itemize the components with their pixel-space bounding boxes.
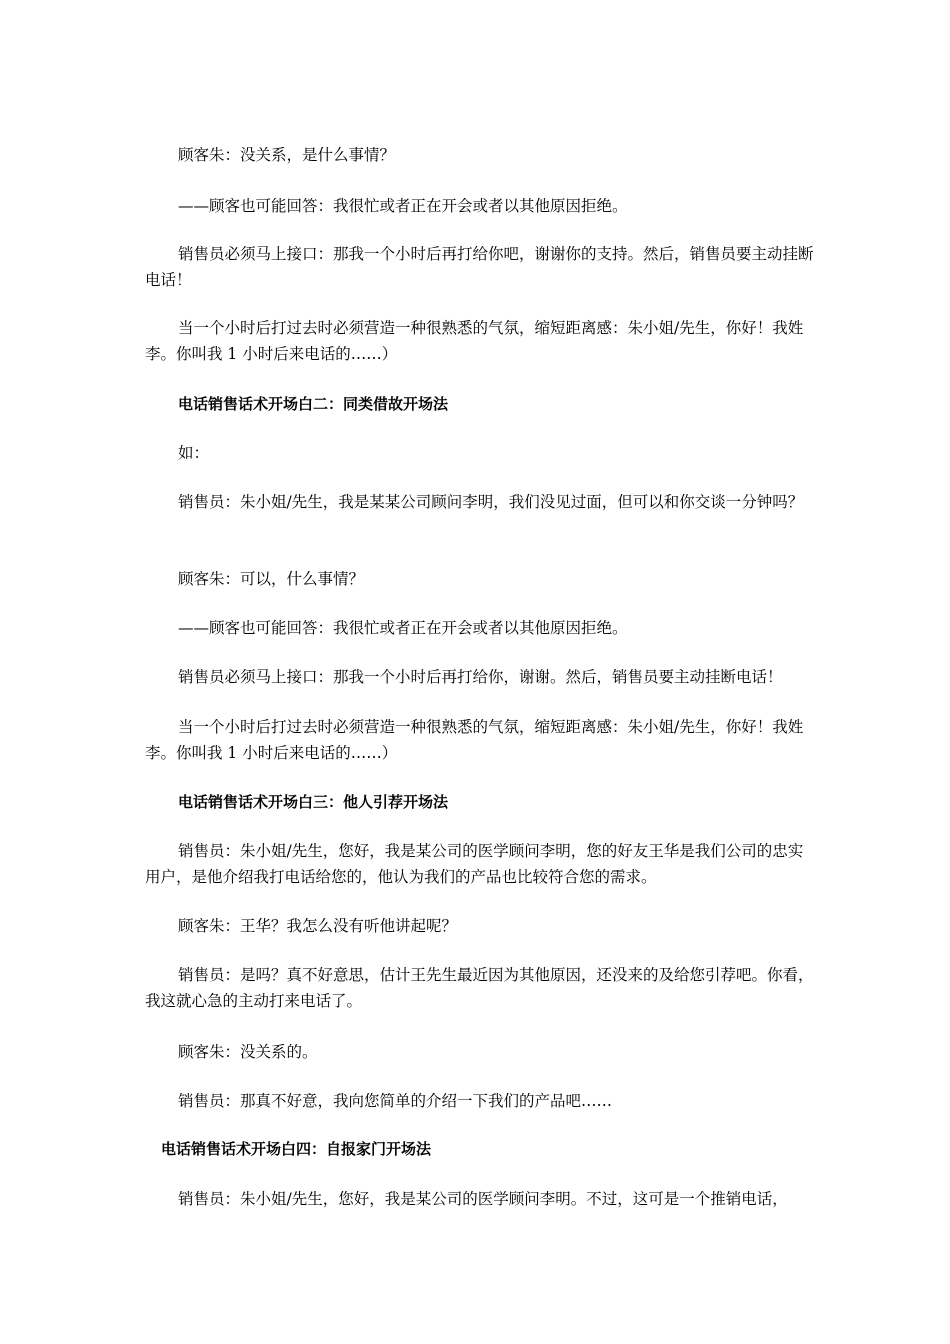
paragraph-customer-ok: 顾客朱：没关系的。 [178,1043,318,1061]
paragraph-sales-product-intro: 销售员：那真不好意，我向您简单的介绍一下我们的产品吧…… [178,1092,613,1110]
paragraph-example-label: 如： [178,444,210,462]
section-heading-2: 电话销售话术开场白二：同类借故开场法 [178,395,449,413]
section-heading-3: 电话销售话术开场白三：他人引荐开场法 [178,793,449,811]
paragraph-customer-reply-1: 顾客朱：没关系，是什么事情？ [178,146,396,164]
paragraph-customer-question: 顾客朱：王华？我怎么没有听他讲起呢？ [178,917,458,935]
paragraph-sales-callback-1: 销售员必须马上接口：那我一个小时后再打给你吧，谢谢你的支持。然后，销售员要主动挂断电话！ [145,245,814,289]
section-heading-4: 电话销售话术开场白四：自报家门开场法 [161,1140,432,1158]
paragraph-customer-reply-2: 顾客朱：可以，什么事情？ [178,570,365,588]
paragraph-familiar-atmosphere-1: 当一个小时后打过去时必须营造一种很熟悉的气氛，缩短距离感：朱小姐/先生，你好！我姓李。你叫我 1 小时后来电话的……） [145,319,804,363]
paragraph-customer-reject-2: ——顾客也可能回答：我很忙或者正在开会或者以其他原因拒绝。 [178,619,628,637]
paragraph-sales-self-intro: 销售员：朱小姐/先生，您好，我是某公司的医学顾问李明。不过，这可是一个推销电话， [178,1190,788,1208]
paragraph-sales-intro-2: 销售员：朱小姐/先生，我是某某公司顾问李明，我们没见过面，但可以和你交谈一分钟吗？ [178,493,804,511]
paragraph-customer-reject-1: ——顾客也可能回答：我很忙或者正在开会或者以其他原因拒绝。 [178,197,628,215]
paragraph-sales-referral: 销售员：朱小姐/先生，您好，我是某公司的医学顾问李明，您的好友王华是我们公司的忠实用户，是他介绍我打电话给您的，他认为我们的产品也比较符合您的需求。 [145,842,804,886]
paragraph-sales-callback-2: 销售员必须马上接口：那我一个小时后再打给你，谢谢。然后，销售员要主动挂断电话！ [178,668,783,686]
paragraph-sales-apology: 销售员：是吗？真不好意思，估计王先生最近因为其他原因，还没来的及给您引荐吧。你看，我这就心急的主动打来电话了。 [145,966,814,1010]
paragraph-familiar-atmosphere-2: 当一个小时后打过去时必须营造一种很熟悉的气氛，缩短距离感：朱小姐/先生，你好！我姓李。你叫我 1 小时后来电话的……） [145,718,804,762]
